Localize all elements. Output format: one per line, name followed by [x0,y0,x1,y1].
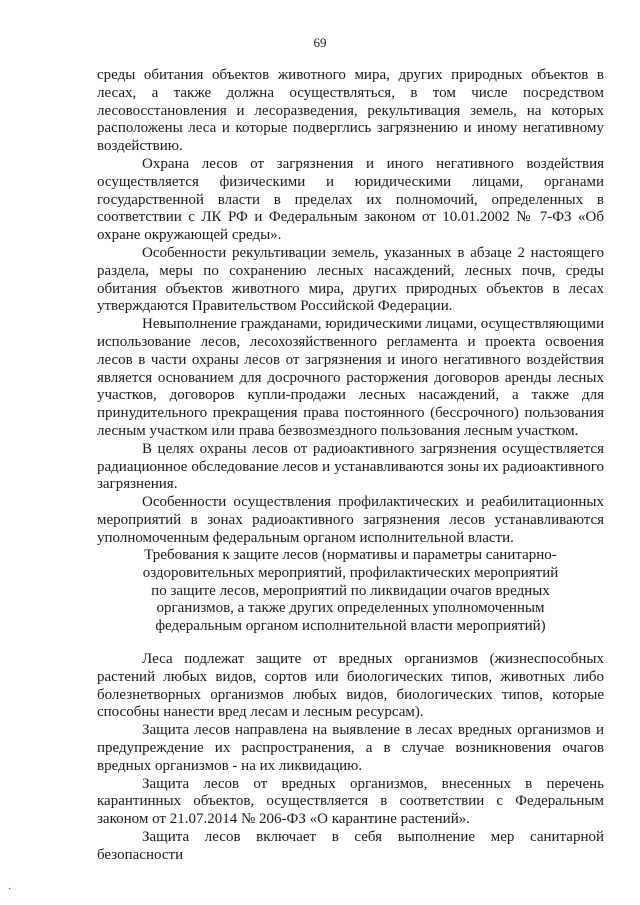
paragraph: Охрана лесов от загрязнения и иного негативного воздействия осуществляется физическими и юридическими лицами, органами государственной власти в пределах их полномочий, определенных в соответствии с ЛК РФ и Федеральным законом от 10.01.2002 № 7-ФЗ «Об охране окружающей среды». [97,155,604,244]
heading-line: организмов, а также других определенных уполномоченным [156,600,545,617]
paragraph: Леса подлежат защите от вредных организмов (жизнеспособных растений любых видов, сортов или биологических типов, животных либо болезнетворных организмов любых видов, биологических типов, которые способны нанести вред лесам и лесным ресурсам). [97,651,604,721]
paragraph: Невыполнение гражданами, юридическими лицами, осуществляющими использование лесов, лесохозяйственного регламента и проекта освоения лесов в части охраны лесов от загрязнения и иного негативного воздействия является основанием для досрочного расторжения договоров аренды лесных участков, договоров купли-продажи лесных насаждений, а также для принудительного прекращения права постоянного (бессрочного) пользования лесным участком или права безвозмездного пользования лесным участком. [97,316,604,439]
section-heading [97,547,604,636]
heading-line: Требования к защите лесов (нормативы и параметры санитарно- [144,547,557,563]
text-block-forest-pollution [97,67,604,548]
paragraph: Особенности рекультивации земель, указанных в абзаце 2 настоящего раздела, меры по сохранению лесных насаждений, лесных почв, среды обитания объектов животного мира, других природных объектов в лесах утверждаются Правительством Российской Федерации. [97,244,604,315]
page-number: 69 [313,35,327,50]
text-block-forest-protection [97,651,604,865]
margin-mark: · [8,884,12,895]
paragraph: Особенности осуществления профилактических и реабилитационных мероприятий в зонах радиоактивного загрязнения лесов устанавливаются уполномоченным федеральным органом исполнительной власти. [97,494,604,546]
paragraph: среды обитания объектов животного мира, других природных объектов в лесах, а также должна осуществляться, в том числе посредством лесовосстановления и лесоразведения, рекультивация земель, на которых расположены леса и которые подверглись загрязнению и иному негативному воздействию. [97,67,604,155]
paragraph: Защита лесов включает в себя выполнение мер санитарной безопасности [97,828,604,863]
paragraph: Защита лесов от вредных организмов, внесенных в перечень карантинных объектов, осуществляется в соответствии с Федеральным законом от 21.07.2014 № 206-ФЗ «О карантине растений». [97,775,604,828]
heading-line: оздоровительных мероприятий, профилактических мероприятий [142,564,559,581]
heading-line: федеральным органом исполнительной власти мероприятий) [155,618,546,635]
paragraph: В целях охраны лесов от радиоактивного загрязнения осуществляется радиационное обследование лесов и устанавливаются зоны их радиоактивного загрязнения. [97,440,604,493]
heading-line: по защите лесов, мероприятий по ликвидации очагов вредных [151,582,550,599]
paragraph: Защита лесов направлена на выявление в лесах вредных организмов и предупреждение их распространения, а в случае возникновения очагов вредных организмов - на их ликвидацию. [97,722,604,774]
